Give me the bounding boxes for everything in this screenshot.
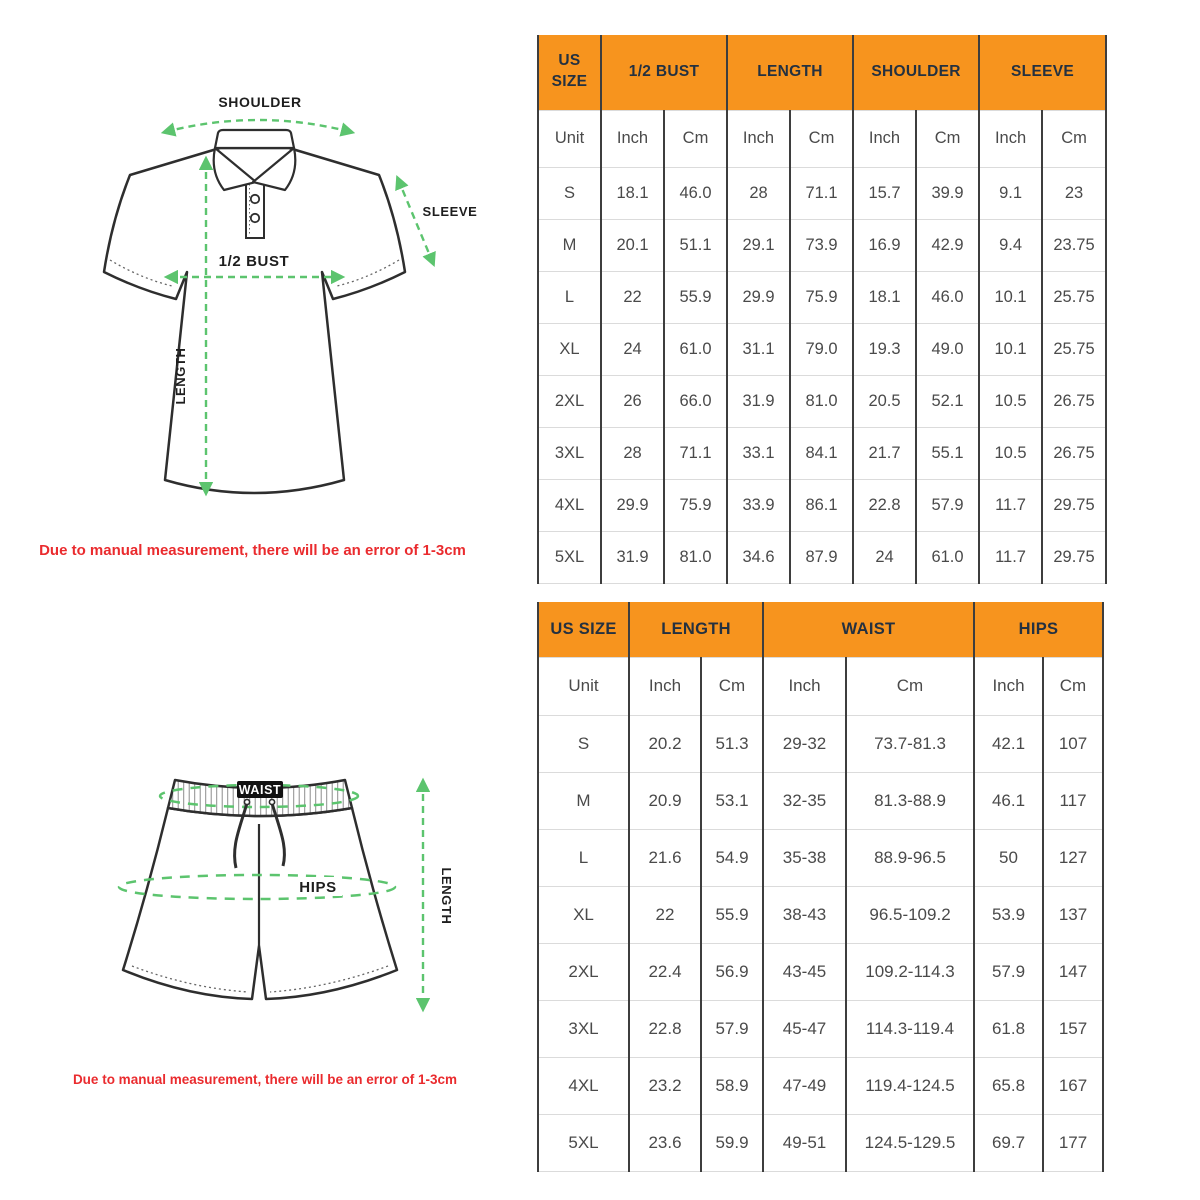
- measurement-cell: 124.5-129.5: [846, 1114, 974, 1171]
- measurement-cell: 66.0: [664, 375, 727, 427]
- size-row: [538, 375, 1106, 427]
- measurement-cell: 22: [629, 886, 701, 943]
- measurement-cell: 137: [1043, 886, 1103, 943]
- size-label-cell: 5XL: [538, 1114, 629, 1171]
- measurement-cell: 87.9: [790, 531, 853, 583]
- measurement-cell: 50: [974, 829, 1043, 886]
- unit-cell: Inch: [727, 110, 790, 167]
- measurement-cell: 18.1: [601, 167, 664, 219]
- measurement-cell: 20.1: [601, 219, 664, 271]
- measurement-cell: 24: [853, 531, 916, 583]
- measurement-cell: 22.4: [629, 943, 701, 1000]
- measurement-cell: 29.75: [1042, 531, 1106, 583]
- unit-cell: Cm: [916, 110, 979, 167]
- measurement-cell: 31.1: [727, 323, 790, 375]
- size-label-cell: XL: [538, 886, 629, 943]
- sleeve-measure-arrow: [398, 179, 433, 263]
- measurement-cell: 39.9: [916, 167, 979, 219]
- size-label-cell: L: [538, 271, 601, 323]
- size-label-cell: M: [538, 772, 629, 829]
- measurement-cell: 29.75: [1042, 479, 1106, 531]
- measurement-cell: 69.7: [974, 1114, 1043, 1171]
- measurement-cell: 86.1: [790, 479, 853, 531]
- half-bust-label: 1/2 BUST: [218, 253, 290, 270]
- measurement-cell: 107: [1043, 715, 1103, 772]
- placket: [246, 182, 264, 238]
- measurement-cell: 22.8: [853, 479, 916, 531]
- size-label-cell: 4XL: [538, 1057, 629, 1114]
- measurement-cell: 21.7: [853, 427, 916, 479]
- button: [251, 195, 259, 203]
- col-header-us-size: US SIZE: [538, 602, 629, 657]
- size-row: [538, 531, 1106, 583]
- size-label-cell: 3XL: [538, 427, 601, 479]
- measurement-cell: 54.9: [701, 829, 763, 886]
- measurement-cell: 31.9: [727, 375, 790, 427]
- col-header-length: LENGTH: [629, 602, 763, 657]
- measurement-cell: 23: [1042, 167, 1106, 219]
- measurement-cell: 51.1: [664, 219, 727, 271]
- measurement-cell: 35-38: [763, 829, 846, 886]
- measurement-cell: 11.7: [979, 479, 1042, 531]
- measurement-cell: 157: [1043, 1000, 1103, 1057]
- unit-cell: Inch: [974, 657, 1043, 715]
- shirt-measurement-diagram: [58, 80, 498, 555]
- size-label-cell: 3XL: [538, 1000, 629, 1057]
- grommet: [269, 799, 274, 804]
- unit-cell: Unit: [538, 110, 601, 167]
- size-row: [538, 323, 1106, 375]
- measurement-cell: 177: [1043, 1114, 1103, 1171]
- size-label-cell: S: [538, 167, 601, 219]
- measurement-cell: 61.0: [664, 323, 727, 375]
- measurement-cell: 65.8: [974, 1057, 1043, 1114]
- shirt-table-header-row: [538, 35, 1106, 110]
- measurement-cell: 28: [601, 427, 664, 479]
- measurement-cell: 71.1: [790, 167, 853, 219]
- measurement-cell: 75.9: [790, 271, 853, 323]
- size-row: [538, 1114, 1103, 1171]
- col-header-half-bust: 1/2 BUST: [601, 35, 727, 110]
- unit-cell: Inch: [853, 110, 916, 167]
- size-label-cell: 2XL: [538, 375, 601, 427]
- measurement-cell: 28: [727, 167, 790, 219]
- measurement-cell: 51.3: [701, 715, 763, 772]
- size-label-cell: 4XL: [538, 479, 601, 531]
- length-label: LENGTH: [439, 867, 454, 925]
- measurement-cell: 61.8: [974, 1000, 1043, 1057]
- size-row: [538, 167, 1106, 219]
- unit-cell: Inch: [979, 110, 1042, 167]
- measurement-cell: 47-49: [763, 1057, 846, 1114]
- size-row: [538, 829, 1103, 886]
- measurement-cell: 10.5: [979, 427, 1042, 479]
- measurement-cell: 9.4: [979, 219, 1042, 271]
- size-row: [538, 943, 1103, 1000]
- collar-band: [215, 130, 294, 148]
- measurement-cell: 23.6: [629, 1114, 701, 1171]
- measurement-cell: 43-45: [763, 943, 846, 1000]
- col-header-hips: HIPS: [974, 602, 1103, 657]
- col-header-length: LENGTH: [727, 35, 853, 110]
- measurement-cell: 73.9: [790, 219, 853, 271]
- measurement-cell: 75.9: [664, 479, 727, 531]
- unit-cell: Cm: [1042, 110, 1106, 167]
- shorts-table-header-row: [538, 602, 1103, 657]
- button: [251, 214, 259, 222]
- measurement-cell: 58.9: [701, 1057, 763, 1114]
- col-header-waist: WAIST: [763, 602, 974, 657]
- measurement-cell: 20.5: [853, 375, 916, 427]
- measurement-cell: 20.9: [629, 772, 701, 829]
- measurement-cell: 34.6: [727, 531, 790, 583]
- shorts-measurement-diagram: [60, 740, 480, 1055]
- measurement-cell: 81.3-88.9: [846, 772, 974, 829]
- shorts-measurement-note: Due to manual measurement, there will be an error of 1-3cm: [72, 1072, 458, 1087]
- measurement-cell: 33.1: [727, 427, 790, 479]
- measurement-cell: 16.9: [853, 219, 916, 271]
- size-row: [538, 1057, 1103, 1114]
- measurement-cell: 25.75: [1042, 271, 1106, 323]
- measurement-cell: 167: [1043, 1057, 1103, 1114]
- waist-label: WAIST: [238, 783, 282, 797]
- size-label-cell: 2XL: [538, 943, 629, 1000]
- measurement-cell: 21.6: [629, 829, 701, 886]
- size-row: [538, 219, 1106, 271]
- size-row: [538, 1000, 1103, 1057]
- measurement-cell: 57.9: [701, 1000, 763, 1057]
- measurement-cell: 15.7: [853, 167, 916, 219]
- unit-cell: Unit: [538, 657, 629, 715]
- measurement-cell: 55.1: [916, 427, 979, 479]
- measurement-cell: 53.9: [974, 886, 1043, 943]
- size-row: [538, 271, 1106, 323]
- measurement-cell: 32-35: [763, 772, 846, 829]
- measurement-cell: 29-32: [763, 715, 846, 772]
- polo-shirt-illustration: [58, 80, 498, 550]
- size-row: [538, 479, 1106, 531]
- sleeve-label: SLEEVE: [422, 204, 478, 219]
- measurement-cell: 55.9: [664, 271, 727, 323]
- measurement-cell: 49.0: [916, 323, 979, 375]
- size-label-cell: XL: [538, 323, 601, 375]
- shorts-size-table: [537, 602, 1104, 1172]
- unit-cell: Inch: [601, 110, 664, 167]
- size-label-cell: L: [538, 829, 629, 886]
- hips-label: HIPS: [299, 879, 337, 896]
- measurement-cell: 45-47: [763, 1000, 846, 1057]
- measurement-cell: 26.75: [1042, 375, 1106, 427]
- size-label-cell: M: [538, 219, 601, 271]
- measurement-cell: 109.2-114.3: [846, 943, 974, 1000]
- measurement-cell: 11.7: [979, 531, 1042, 583]
- col-header-sleeve: SLEEVE: [979, 35, 1106, 110]
- length-label: LENGTH: [173, 347, 188, 405]
- measurement-cell: 96.5-109.2: [846, 886, 974, 943]
- measurement-cell: 49-51: [763, 1114, 846, 1171]
- size-row: [538, 715, 1103, 772]
- col-header-shoulder: SHOULDER: [853, 35, 979, 110]
- measurement-cell: 71.1: [664, 427, 727, 479]
- measurement-cell: 127: [1043, 829, 1103, 886]
- size-label-cell: S: [538, 715, 629, 772]
- unit-cell: Cm: [790, 110, 853, 167]
- measurement-cell: 22.8: [629, 1000, 701, 1057]
- size-row: [538, 427, 1106, 479]
- measurement-cell: 29.1: [727, 219, 790, 271]
- shirt-measurement-note: Due to manual measurement, there will be an error of 1-3cm: [39, 542, 466, 559]
- measurement-cell: 42.9: [916, 219, 979, 271]
- measurement-cell: 29.9: [601, 479, 664, 531]
- measurement-cell: 81.0: [664, 531, 727, 583]
- measurement-cell: 46.1: [974, 772, 1043, 829]
- shoulder-label: SHOULDER: [218, 94, 302, 110]
- measurement-cell: 23.75: [1042, 219, 1106, 271]
- size-row: [538, 772, 1103, 829]
- measurement-cell: 57.9: [916, 479, 979, 531]
- unit-cell: Cm: [1043, 657, 1103, 715]
- measurement-cell: 23.2: [629, 1057, 701, 1114]
- measurement-cell: 117: [1043, 772, 1103, 829]
- measurement-cell: 57.9: [974, 943, 1043, 1000]
- measurement-cell: 25.75: [1042, 323, 1106, 375]
- measurement-cell: 55.9: [701, 886, 763, 943]
- measurement-cell: 147: [1043, 943, 1103, 1000]
- measurement-cell: 31.9: [601, 531, 664, 583]
- measurement-cell: 10.5: [979, 375, 1042, 427]
- measurement-cell: 79.0: [790, 323, 853, 375]
- measurement-cell: 52.1: [916, 375, 979, 427]
- measurement-cell: 119.4-124.5: [846, 1057, 974, 1114]
- grommet: [244, 799, 249, 804]
- measurement-cell: 46.0: [916, 271, 979, 323]
- measurement-cell: 61.0: [916, 531, 979, 583]
- measurement-cell: 9.1: [979, 167, 1042, 219]
- measurement-cell: 22: [601, 271, 664, 323]
- shorts-illustration: [60, 740, 480, 1050]
- shorts-unit-row: [538, 657, 1103, 715]
- measurement-cell: 73.7-81.3: [846, 715, 974, 772]
- measurement-cell: 26.75: [1042, 427, 1106, 479]
- col-header-us-size: US SIZE: [538, 35, 601, 110]
- unit-cell: Inch: [763, 657, 846, 715]
- measurement-cell: 20.2: [629, 715, 701, 772]
- measurement-cell: 18.1: [853, 271, 916, 323]
- measurement-cell: 42.1: [974, 715, 1043, 772]
- size-row: [538, 886, 1103, 943]
- unit-cell: Cm: [701, 657, 763, 715]
- measurement-cell: 53.1: [701, 772, 763, 829]
- unit-cell: Inch: [629, 657, 701, 715]
- measurement-cell: 19.3: [853, 323, 916, 375]
- shirt-unit-row: [538, 110, 1106, 167]
- measurement-cell: 88.9-96.5: [846, 829, 974, 886]
- measurement-cell: 24: [601, 323, 664, 375]
- shirt-size-table: [537, 35, 1107, 584]
- measurement-cell: 114.3-119.4: [846, 1000, 974, 1057]
- measurement-cell: 59.9: [701, 1114, 763, 1171]
- measurement-cell: 33.9: [727, 479, 790, 531]
- measurement-cell: 10.1: [979, 271, 1042, 323]
- unit-cell: Cm: [846, 657, 974, 715]
- unit-cell: Cm: [664, 110, 727, 167]
- measurement-cell: 38-43: [763, 886, 846, 943]
- measurement-cell: 56.9: [701, 943, 763, 1000]
- measurement-cell: 81.0: [790, 375, 853, 427]
- measurement-cell: 84.1: [790, 427, 853, 479]
- measurement-cell: 46.0: [664, 167, 727, 219]
- measurement-cell: 26: [601, 375, 664, 427]
- measurement-cell: 29.9: [727, 271, 790, 323]
- measurement-cell: 10.1: [979, 323, 1042, 375]
- size-label-cell: 5XL: [538, 531, 601, 583]
